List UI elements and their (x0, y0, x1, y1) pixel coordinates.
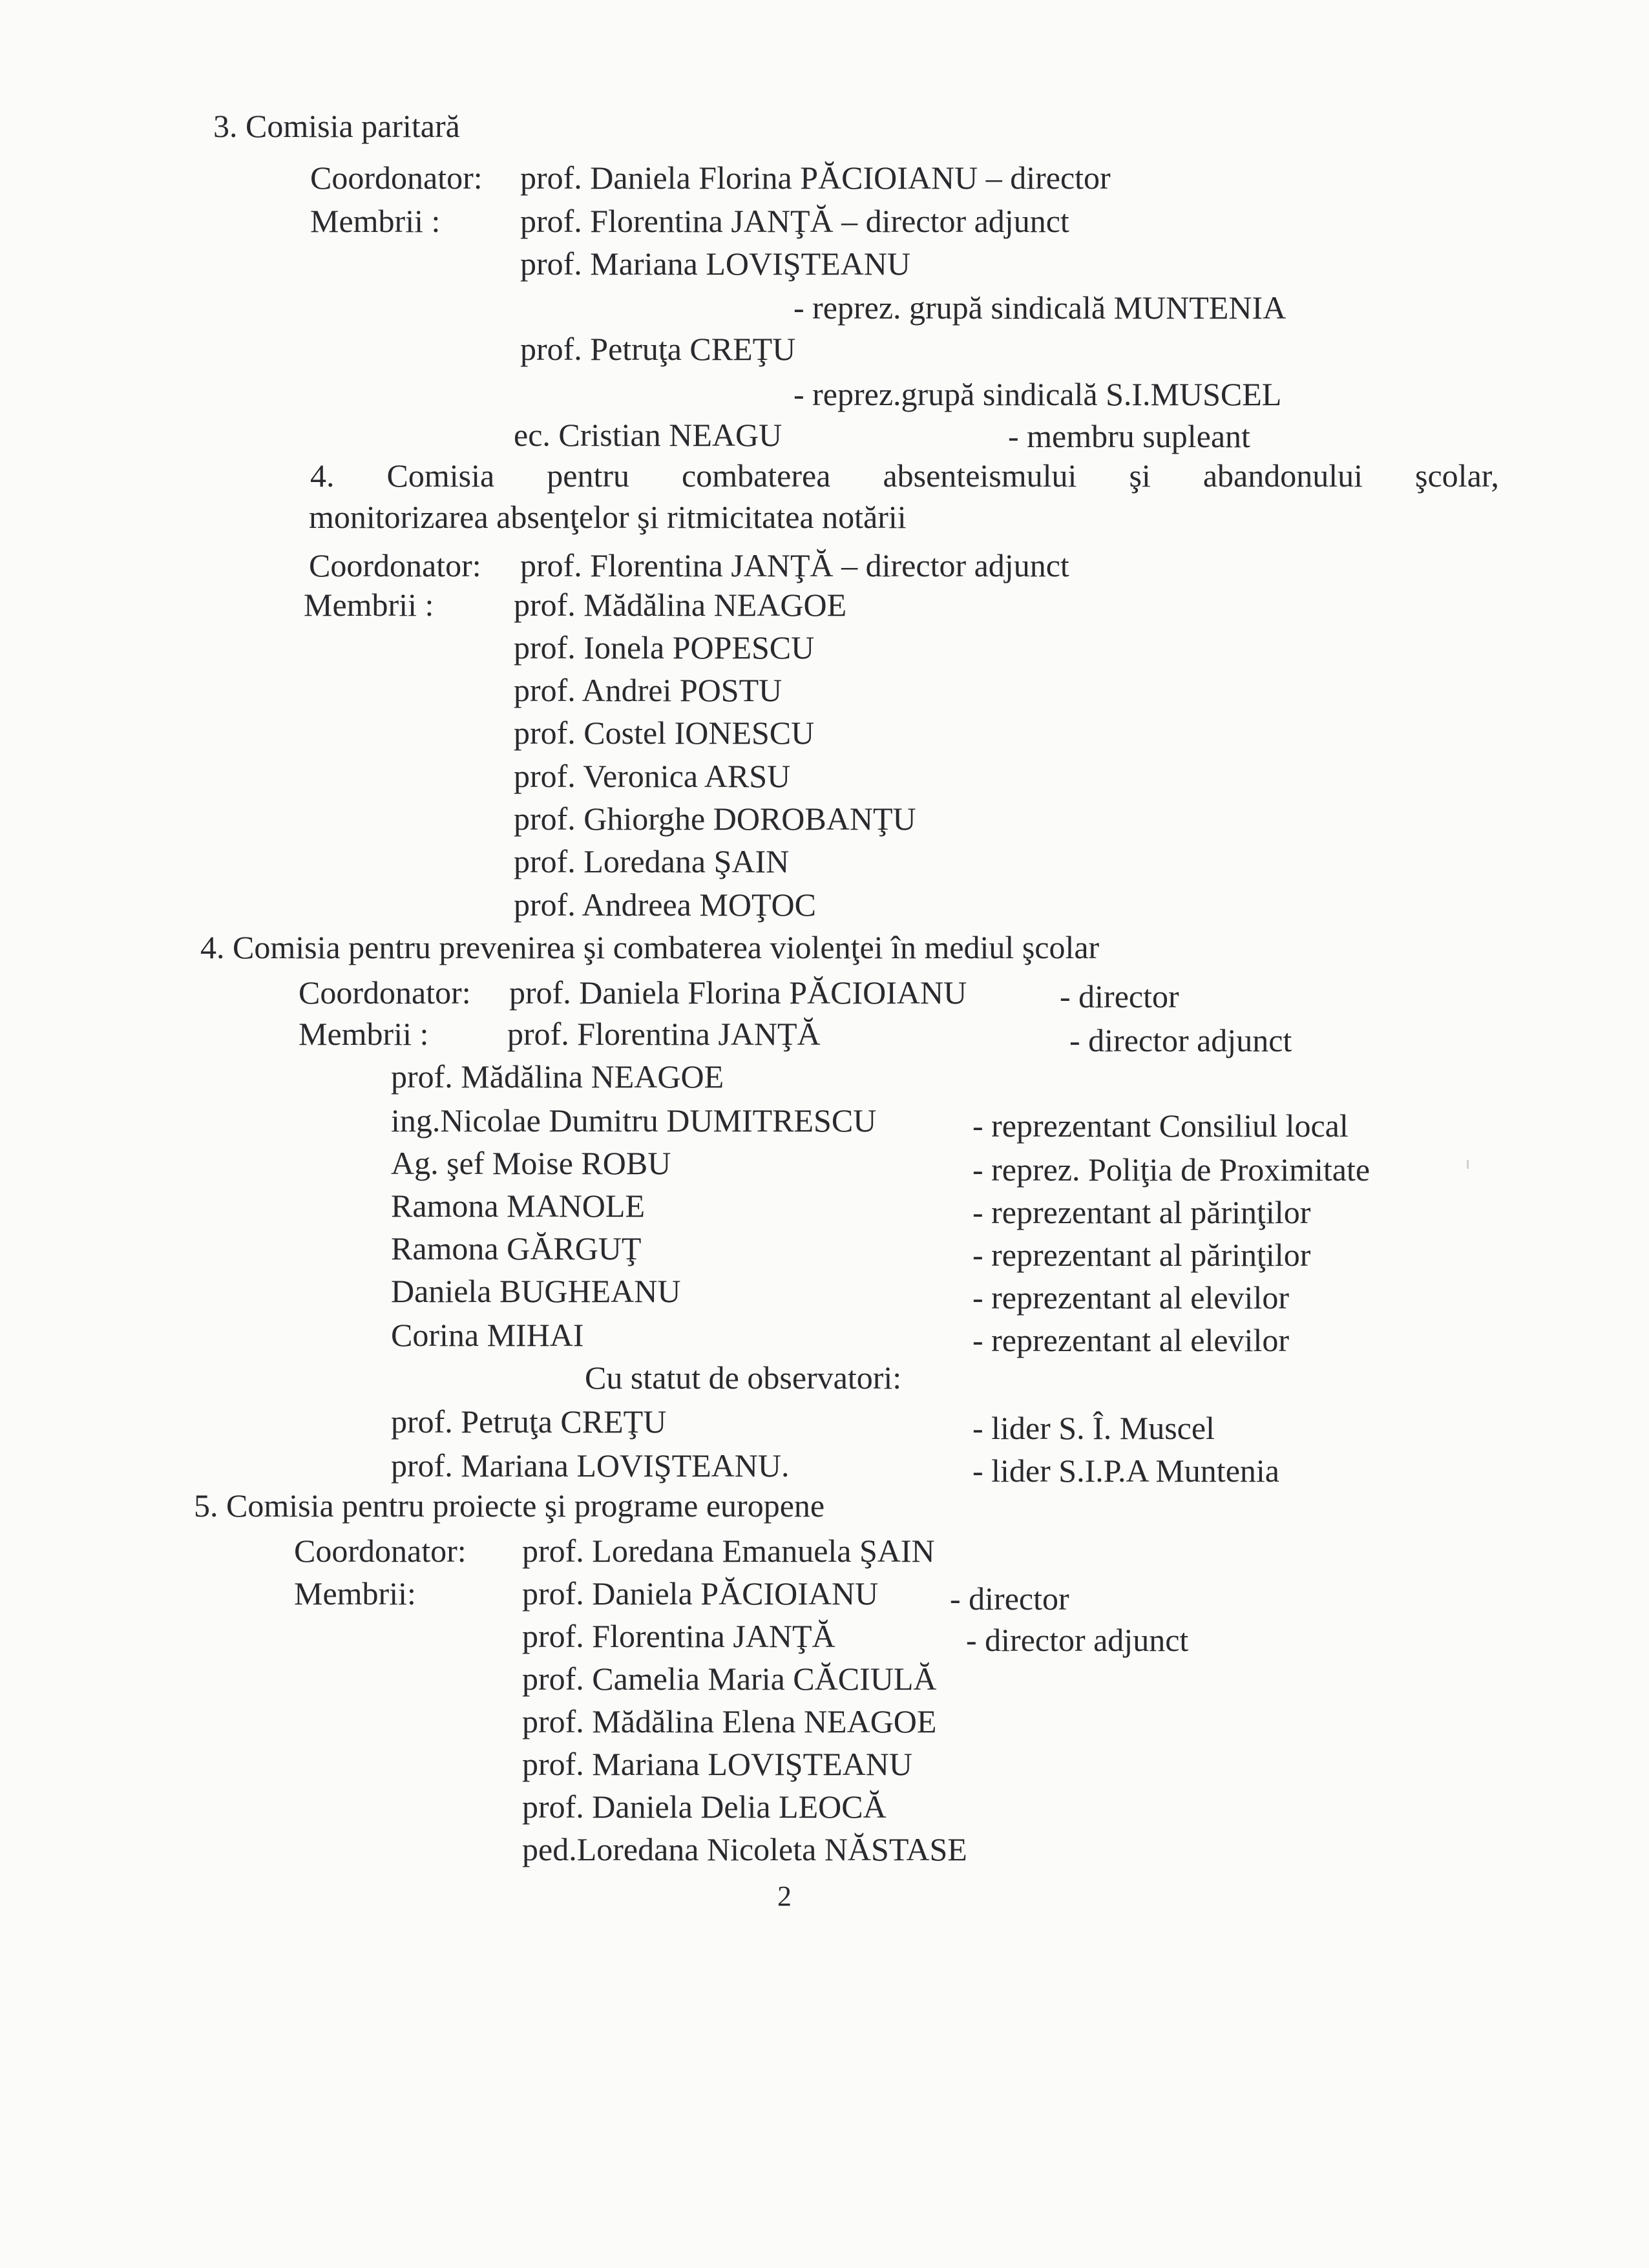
heading-word: combaterea (682, 457, 831, 494)
section-4b-member-role: - reprez. Poliţia de Proximitate (972, 1151, 1371, 1188)
page-number: 2 (777, 1880, 792, 1912)
scan-speck (1467, 1160, 1469, 1169)
section-5-coordinator: prof. Loredana Emanuela ŞAIN (522, 1533, 935, 1569)
heading-word: 4. (310, 457, 335, 494)
section-5-member: prof. Daniela Delia LEOCĂ (522, 1789, 887, 1825)
section-5-members-label: Membrii: (294, 1575, 416, 1612)
section-3-member: prof. Mariana LOVIŞTEANU (520, 246, 911, 282)
heading-word: şcolar, (1415, 457, 1499, 494)
section-4b-member: prof. Florentina JANŢĂ (507, 1016, 821, 1052)
section-5-member-role: - director adjunct (966, 1622, 1189, 1658)
section-4b-member-role: - reprezentant al părinţilor (972, 1237, 1311, 1273)
section-4b-member: Ag. şef Moise ROBU (391, 1145, 671, 1181)
section-4a-members-label: Membrii : (304, 587, 434, 623)
section-3-heading: 3. Comisia paritară (213, 108, 460, 144)
heading-word: absenteismului (883, 457, 1077, 494)
section-4b-member: ing.Nicolae Dumitru DUMITRESCU (391, 1102, 877, 1139)
section-4b-member: Ramona GĂRGUŢ (391, 1230, 642, 1266)
section-5-member: prof. Mădălina Elena NEAGOE (522, 1703, 937, 1739)
section-4a-member: prof. Andrei POSTU (514, 672, 782, 708)
section-4b-observer-role: - lider S. Î. Muscel (972, 1410, 1215, 1446)
section-4a-member: prof. Mădălina NEAGOE (514, 587, 847, 623)
section-5-coordinator-label: Coordonator: (294, 1533, 467, 1569)
section-4b-member-role: - director adjunct (1069, 1022, 1292, 1058)
section-4b-member: prof. Mădălina NEAGOE (391, 1058, 724, 1095)
section-5-member: prof. Camelia Maria CĂCIULĂ (522, 1661, 937, 1697)
section-5-member: ped.Loredana Nicoleta NĂSTASE (522, 1831, 967, 1867)
section-4b-observers-label: Cu statut de observatori: (585, 1360, 902, 1396)
section-4a-member: prof. Ionela POPESCU (514, 629, 815, 666)
section-4a-coordinator: prof. Florentina JANŢĂ – director adjunct (520, 547, 1069, 583)
section-3-coordinator-label: Coordonator: (310, 160, 483, 196)
heading-word: abandonului (1203, 457, 1363, 494)
section-3-member-role: - membru supleant (1008, 418, 1250, 454)
section-4b-coordinator: prof. Daniela Florina PĂCIOIANU (509, 974, 967, 1011)
section-4a-coordinator-label: Coordonator: (309, 547, 481, 583)
section-3-member-role: - reprez.grupă sindicală S.I.MUSCEL (793, 376, 1282, 412)
section-5-member: prof. Mariana LOVIŞTEANU (522, 1746, 913, 1782)
section-3-member: ec. Cristian NEAGU (514, 417, 782, 453)
section-3-member-role: - reprez. grupă sindicală MUNTENIA (793, 289, 1287, 326)
section-4b-members-label: Membrii : (299, 1016, 429, 1052)
section-3-member: prof. Florentina JANŢĂ – director adjunct (520, 203, 1069, 239)
section-4b-member-role: - reprezentant al părinţilor (972, 1194, 1311, 1230)
section-4b-member-role: - reprezentant al elevilor (972, 1322, 1289, 1358)
section-5-heading: 5. Comisia pentru proiecte şi programe europene (194, 1487, 825, 1524)
section-4b-observer: prof. Mariana LOVIŞTEANU. (391, 1447, 790, 1484)
heading-word: Comisia (386, 457, 495, 494)
section-5-member: prof. Daniela PĂCIOIANU (522, 1575, 879, 1612)
section-3-members-label: Membrii : (310, 203, 441, 239)
heading-word: şi (1129, 457, 1151, 494)
heading-word: pentru (547, 457, 629, 494)
section-4b-member-role: - reprezentant al elevilor (972, 1279, 1289, 1316)
section-4a-member: prof. Ghiorghe DOROBANŢU (514, 801, 916, 837)
section-4b-observer: prof. Petruţa CREŢU (391, 1403, 667, 1440)
section-3-member: prof. Petruţa CREŢU (520, 331, 796, 367)
section-4b-member: Corina MIHAI (391, 1317, 584, 1353)
section-4b-observer-role: - lider S.I.P.A Muntenia (972, 1453, 1279, 1489)
section-4a-heading-line2: monitorizarea absenţelor şi ritmicitatea notării (309, 499, 907, 535)
section-4a-member: prof. Loredana ŞAIN (514, 843, 790, 879)
section-4b-member-role: - reprezentant Consiliul local (972, 1108, 1349, 1144)
section-4b-coordinator-label: Coordonator: (299, 974, 471, 1011)
section-3-coordinator: prof. Daniela Florina PĂCIOIANU – director (520, 160, 1111, 196)
section-5-member-role: - director (950, 1580, 1069, 1617)
section-4a-heading (310, 456, 1499, 495)
section-4a-member: prof. Andreea MOŢOC (514, 887, 816, 923)
section-4b-member: Ramona MANOLE (391, 1188, 645, 1224)
section-4a-member: prof. Veronica ARSU (514, 758, 791, 794)
section-4b-member: Daniela BUGHEANU (391, 1273, 681, 1309)
section-4a-member: prof. Costel IONESCU (514, 715, 815, 751)
section-4b-coordinator-role: - director (1060, 978, 1179, 1014)
section-4b-heading: 4. Comisia pentru prevenirea şi combaterea violenţei în mediul şcolar (200, 929, 1100, 965)
section-5-member: prof. Florentina JANŢĂ (522, 1618, 835, 1654)
